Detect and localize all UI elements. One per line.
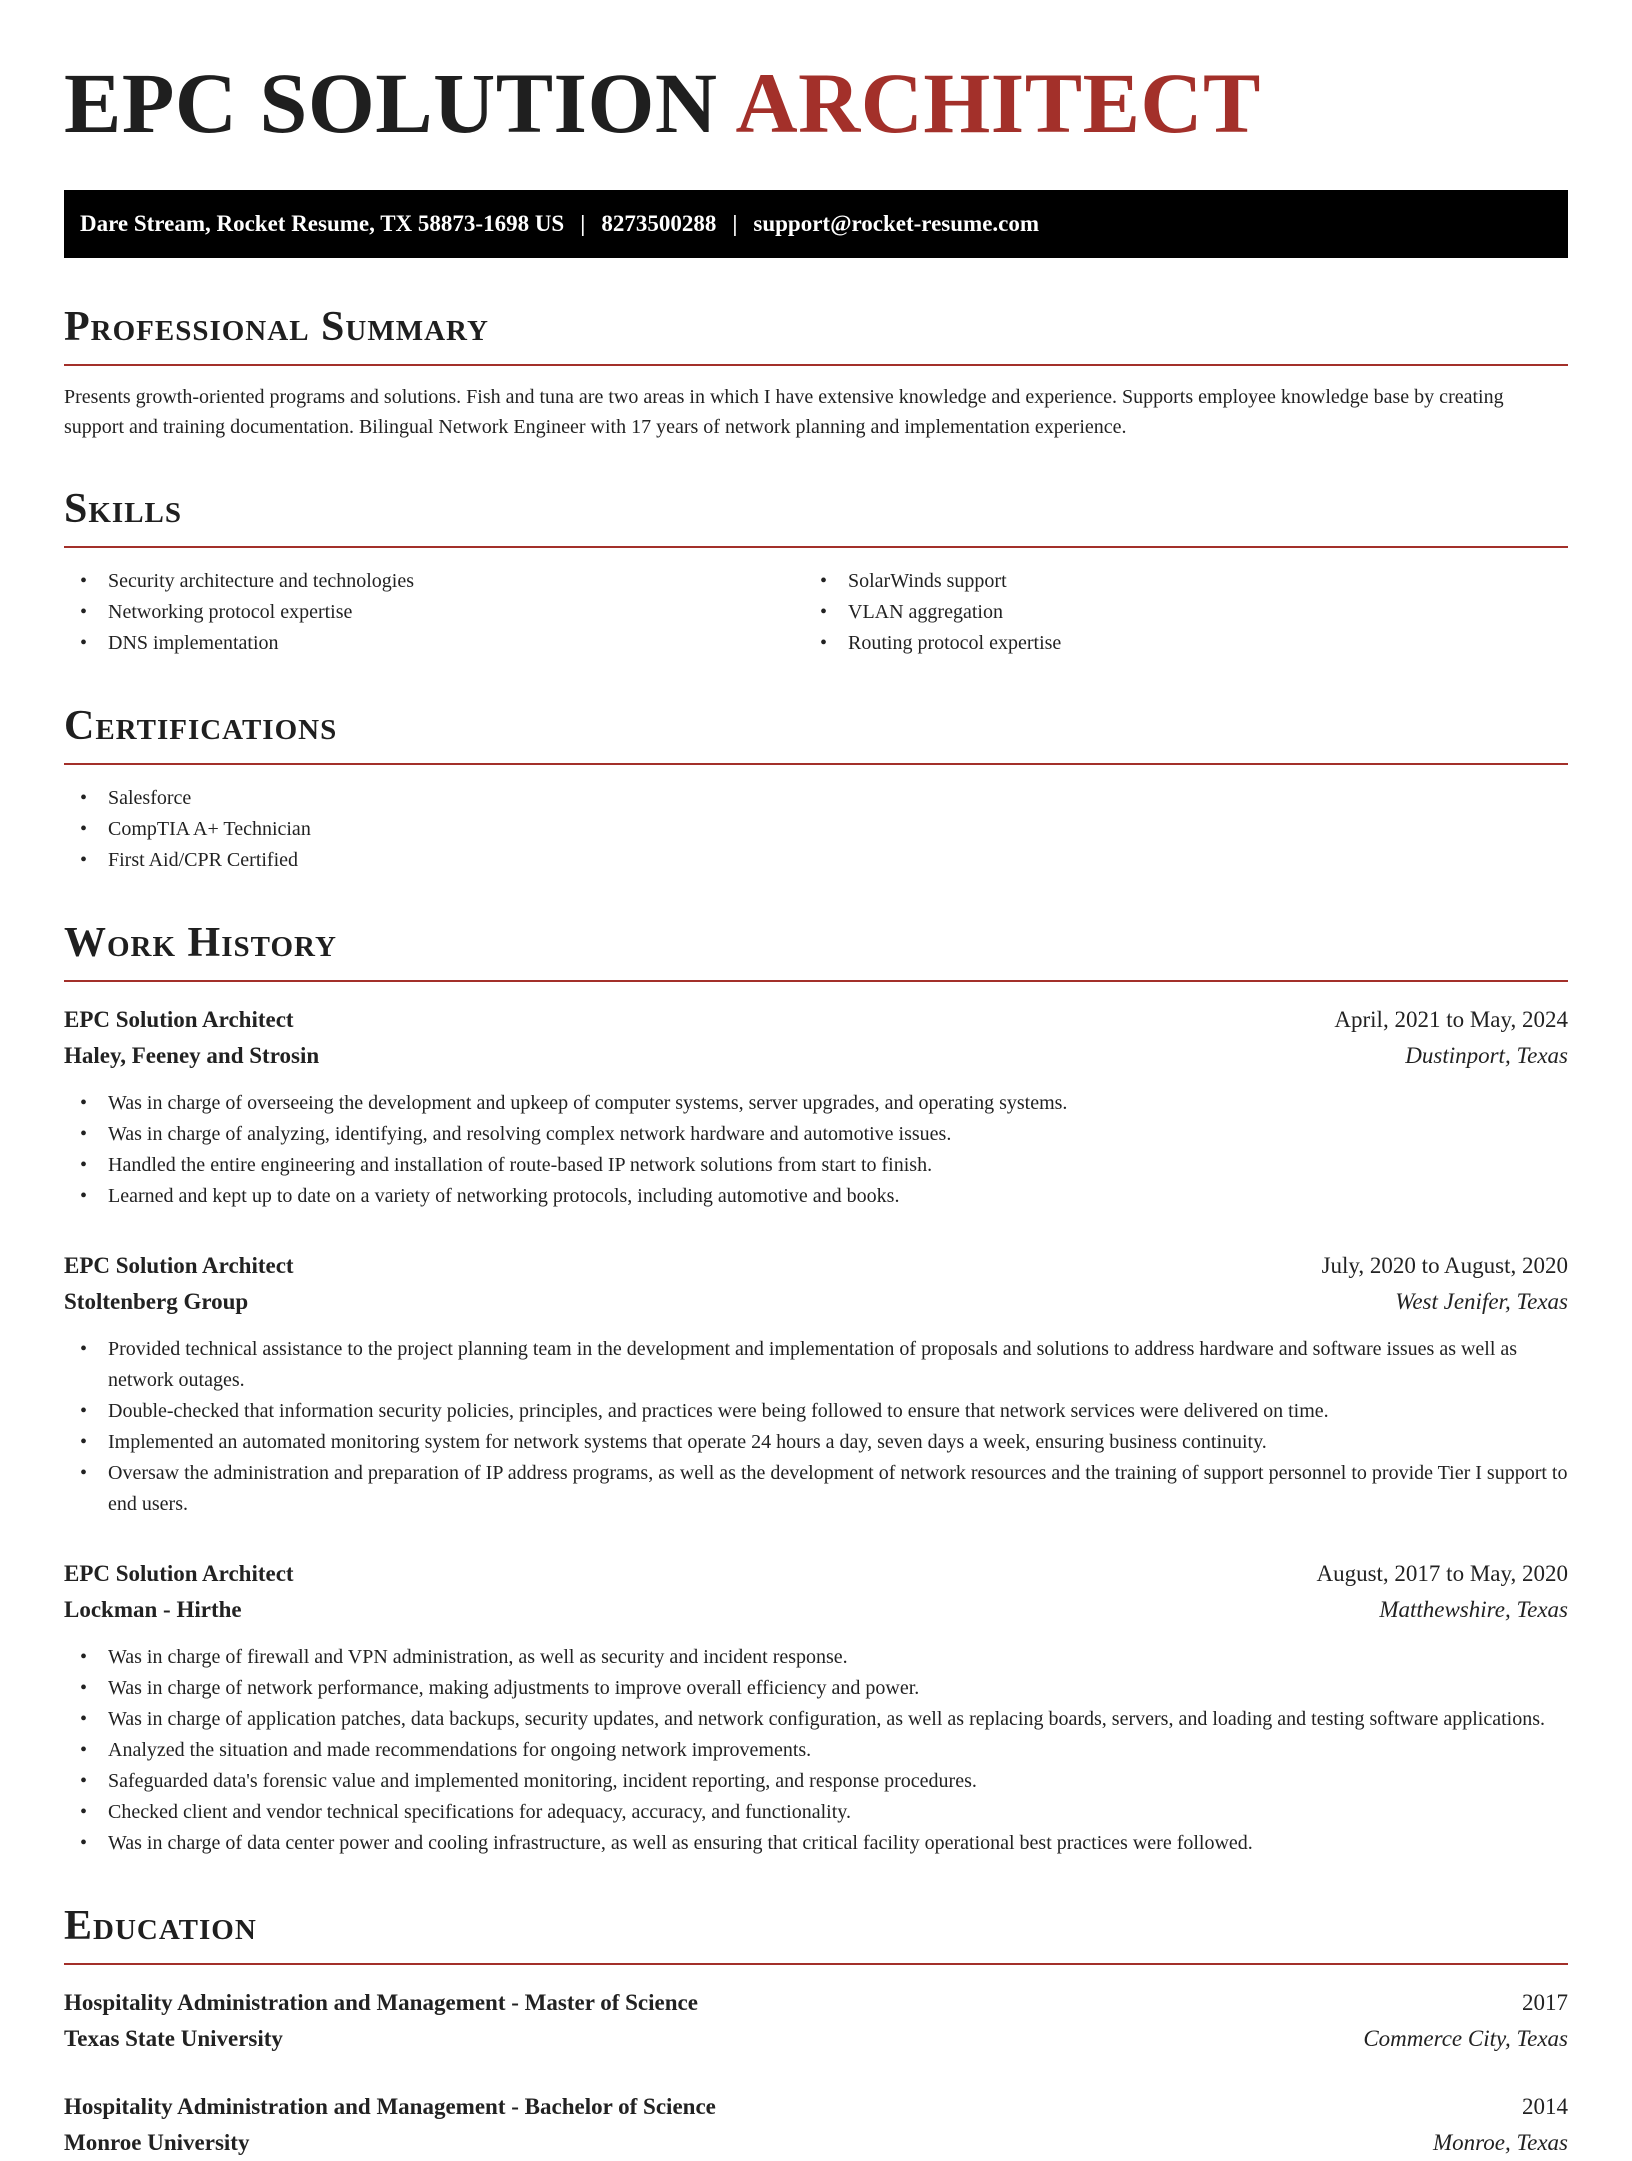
skill-item: • VLAN aggregation: [804, 597, 1544, 628]
education-entry: [64, 1985, 1568, 2057]
skill-item: • Security architecture and technologies: [64, 566, 804, 597]
job-bullet: • Provided technical assistance to the project planning team in the development and implementation of proposals and solutions to address hardware and software issues as well as network outages.: [64, 1334, 1568, 1396]
name-last: ARCHITECT: [735, 55, 1261, 151]
summary-text: Presents growth-oriented programs and solutions. Fish and tuna are two areas in which I have extensive knowledge and experience. Supports employee knowledge base by creating support and training documentation. Bilingual Network Engineer with 17 years of network planning and implementation experience.: [64, 386, 1504, 438]
job-role: EPC Solution Architect: [64, 1561, 294, 1586]
job-bullets: [64, 1642, 1568, 1859]
job-bullet: • Was in charge of application patches, data backups, security updates, and network configuration, as well as replacing boards, servers, and loading and testing software applications.: [64, 1704, 1568, 1735]
education-location: Monroe, Texas: [1432, 2130, 1568, 2155]
education-year: 2014: [1522, 2094, 1568, 2119]
section-title-work-history: Work History: [64, 920, 1568, 982]
education-degree-row: [64, 1985, 1568, 2021]
certification-item: • Salesforce: [64, 783, 1568, 814]
job-bullet: • Safeguarded data's forensic value and implemented monitoring, incident reporting, and response procedures.: [64, 1766, 1568, 1797]
work-history-section: [64, 920, 1568, 1859]
job-bullet: • Checked client and vendor technical specifications for adequacy, accuracy, and functionality.: [64, 1797, 1568, 1828]
job-location: Matthewshire, Texas: [1379, 1597, 1568, 1622]
skill-item: • DNS implementation: [64, 628, 804, 659]
certifications-list: [64, 783, 1568, 876]
job-company-row: [64, 1592, 1568, 1628]
contact-phone: 8273500288: [601, 211, 717, 236]
education-degree-row: [64, 2089, 1568, 2125]
job-dates: April, 2021 to May, 2024: [1334, 1007, 1568, 1032]
certification-item: • CompTIA A+ Technician: [64, 814, 1568, 845]
education-school-row: [64, 2125, 1568, 2161]
job-location: Dustinport, Texas: [1405, 1043, 1568, 1068]
certifications-section: [64, 703, 1568, 876]
job-bullet: • Oversaw the administration and preparation of IP address programs, as well as the development of network resources and the training of support personnel to provide Tier I support to end users.: [64, 1458, 1568, 1520]
contact-separator: |: [580, 211, 586, 236]
job-bullet: • Implemented an automated monitoring system for network systems that operate 24 hours a day, seven days a week, ensuring business continuity.: [64, 1427, 1568, 1458]
section-title-summary: Professional Summary: [64, 304, 1568, 366]
job-dates: July, 2020 to August, 2020: [1321, 1253, 1568, 1278]
job-company-row: [64, 1284, 1568, 1320]
section-title-education: Education: [64, 1903, 1568, 1965]
job-header-row: [64, 1556, 1568, 1592]
education-school: Monroe University: [64, 2130, 250, 2155]
education-section: [64, 1903, 1568, 2161]
job-bullet: • Was in charge of firewall and VPN administration, as well as security and incident response.: [64, 1642, 1568, 1673]
contact-address: Dare Stream, Rocket Resume, TX 58873-1698 US: [80, 211, 565, 236]
education-degree: Hospitality Administration and Management - Bachelor of Science: [64, 2094, 716, 2119]
education-entry: [64, 2089, 1568, 2161]
education-degree: Hospitality Administration and Management - Master of Science: [64, 1990, 698, 2015]
job-bullet: • Was in charge of overseeing the development and upkeep of computer systems, server upgrades, and operating systems.: [64, 1088, 1568, 1119]
job-header-row: [64, 1002, 1568, 1038]
contact-email: support@rocket-resume.com: [753, 211, 1040, 236]
education-school: Texas State University: [64, 2026, 283, 2051]
job-bullets: [64, 1088, 1568, 1212]
job-entry: [64, 1002, 1568, 1212]
job-entry: [64, 1556, 1568, 1859]
skills-section: [64, 486, 1568, 659]
job-bullet: • Learned and kept up to date on a variety of networking protocols, including automotive and books.: [64, 1181, 1568, 1212]
contact-bar: [64, 190, 1568, 258]
skill-item: • SolarWinds support: [804, 566, 1544, 597]
name-first: EPC SOLUTION: [64, 55, 718, 151]
section-title-certifications: Certifications: [64, 703, 1568, 765]
job-company: Lockman - Hirthe: [64, 1597, 242, 1622]
job-bullet: • Was in charge of analyzing, identifying, and resolving complex network hardware and automotive issues.: [64, 1119, 1568, 1150]
skills-grid: [64, 566, 1568, 659]
job-entry: [64, 1248, 1568, 1520]
job-bullet: • Double-checked that information security policies, principles, and practices were being followed to ensure that network services were delivered on time.: [64, 1396, 1568, 1427]
resume-name-heading: [64, 55, 1568, 151]
job-role: EPC Solution Architect: [64, 1007, 294, 1032]
skills-list-left: [64, 566, 804, 659]
contact-separator: |: [732, 211, 738, 236]
job-dates: August, 2017 to May, 2020: [1316, 1561, 1568, 1586]
job-bullet: • Was in charge of network performance, making adjustments to improve overall efficiency and power.: [64, 1673, 1568, 1704]
skill-item: • Routing protocol expertise: [804, 628, 1544, 659]
job-bullets: [64, 1334, 1568, 1520]
skills-list-right: [804, 566, 1544, 659]
job-company-row: [64, 1038, 1568, 1074]
skill-item: • Networking protocol expertise: [64, 597, 804, 628]
certification-item: • First Aid/CPR Certified: [64, 845, 1568, 876]
education-location: Commerce City, Texas: [1363, 2026, 1568, 2051]
job-bullet: • Handled the entire engineering and installation of route-based IP network solutions from start to finish.: [64, 1150, 1568, 1181]
job-role: EPC Solution Architect: [64, 1253, 294, 1278]
summary-section: [64, 304, 1568, 442]
section-title-skills: Skills: [64, 486, 1568, 548]
education-school-row: [64, 2021, 1568, 2057]
job-company: Haley, Feeney and Strosin: [64, 1043, 320, 1068]
job-location: West Jenifer, Texas: [1395, 1289, 1568, 1314]
job-bullet: • Was in charge of data center power and cooling infrastructure, as well as ensuring that critical facility operational best practices were followed.: [64, 1828, 1568, 1859]
education-year: 2017: [1522, 1990, 1568, 2015]
job-bullet: • Analyzed the situation and made recommendations for ongoing network improvements.: [64, 1735, 1568, 1766]
job-header-row: [64, 1248, 1568, 1284]
job-company: Stoltenberg Group: [64, 1289, 249, 1314]
